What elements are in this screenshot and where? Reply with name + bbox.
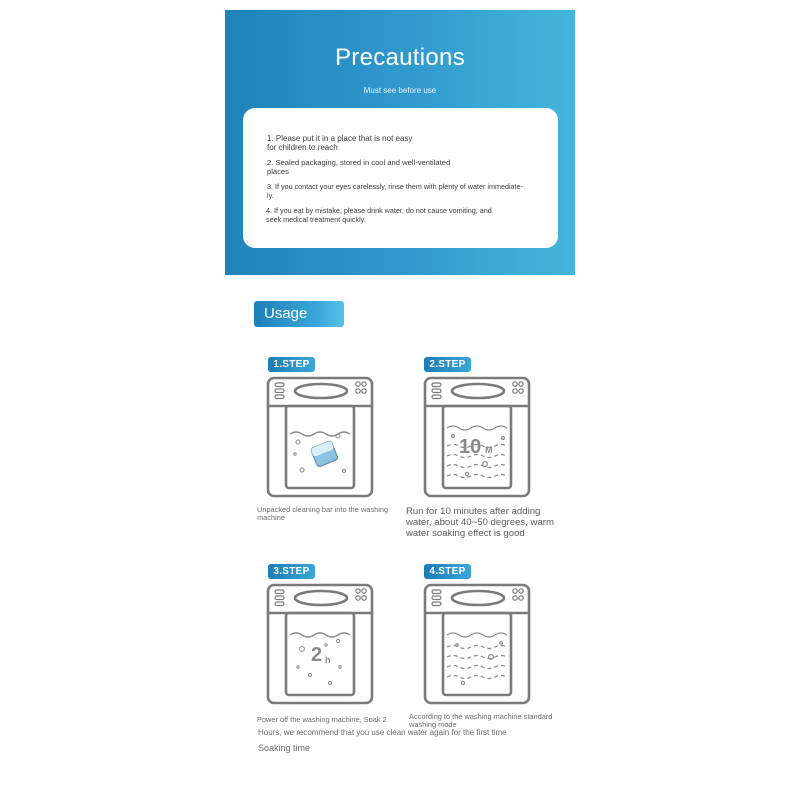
usage-title: Usage bbox=[254, 301, 344, 327]
washing-machine-step-3-icon bbox=[266, 583, 374, 705]
precautions-title: Precautions bbox=[334, 44, 466, 71]
step-2-caption-line2: water, about 40~50 degrees, warm bbox=[406, 517, 554, 528]
usage-footer-line1: Hours, we recommend that you use clean water again for the first time bbox=[258, 728, 507, 737]
usage-footer-line2: Soaking time bbox=[258, 743, 311, 753]
precautions-subtitle: Must see before use bbox=[363, 86, 437, 95]
step-1-tag: 1.STEP bbox=[268, 357, 315, 372]
step-2-caption-line3: water soaking effect is good bbox=[406, 528, 525, 539]
precaution-item-3-line1: 3. If you contact your eyes carelessly, rinse them with plenty of water immediate- bbox=[267, 182, 523, 191]
precaution-item-4-line1: 4. If you eat by mistake, please drink water, do not cause vomiting, and bbox=[266, 206, 492, 215]
step-2-caption bbox=[406, 506, 554, 539]
step-3-tag: 3.STEP bbox=[268, 564, 315, 579]
washing-machine-step-2-icon bbox=[423, 376, 531, 498]
step-1-caption bbox=[257, 506, 388, 522]
washing-machine-step-4-icon bbox=[423, 583, 531, 705]
step-4-caption bbox=[409, 713, 552, 729]
step-2-caption-line1: Run for 10 minutes after adding bbox=[406, 506, 541, 517]
step-1-caption-line2: machine bbox=[257, 513, 285, 522]
washing-machine-step-1-icon bbox=[266, 376, 374, 498]
precaution-item-4 bbox=[266, 206, 492, 224]
precautions-card bbox=[243, 108, 558, 248]
precaution-item-1 bbox=[267, 134, 412, 152]
precautions-banner bbox=[225, 10, 575, 275]
step-2-drum-unit: M bbox=[485, 445, 493, 455]
precaution-item-2 bbox=[267, 158, 450, 176]
step-4-caption-line1: According to the washing machine standard bbox=[409, 712, 553, 721]
precaution-item-3 bbox=[267, 182, 523, 200]
precaution-item-2-line1: 2. Sealed packaging, stored in cool and well-ventilated bbox=[267, 158, 451, 167]
precaution-item-3-line2: ly. bbox=[267, 191, 274, 200]
step-2-tag: 2.STEP bbox=[424, 357, 471, 372]
precaution-item-2-line2: places bbox=[267, 167, 289, 176]
step-2-drum-number: 10 bbox=[459, 436, 482, 458]
step-4-caption-line2: washing mode bbox=[409, 720, 457, 729]
precaution-item-1-line1: 1. Please put it in a place that is not easy bbox=[267, 134, 413, 143]
step-1-caption-line1: Unpacked cleaning bar into the washing bbox=[257, 505, 389, 514]
step-3-drum-number: 2 bbox=[311, 644, 323, 666]
precaution-item-1-line2: for children to reach bbox=[267, 143, 338, 152]
step-3-drum-unit: h bbox=[325, 655, 331, 665]
step-4-tag: 4.STEP bbox=[424, 564, 471, 579]
step-3-caption: Power off the washing machine, Soak 2 bbox=[257, 715, 387, 724]
precaution-item-4-line2: seek medical treatment quickly. bbox=[266, 215, 366, 224]
